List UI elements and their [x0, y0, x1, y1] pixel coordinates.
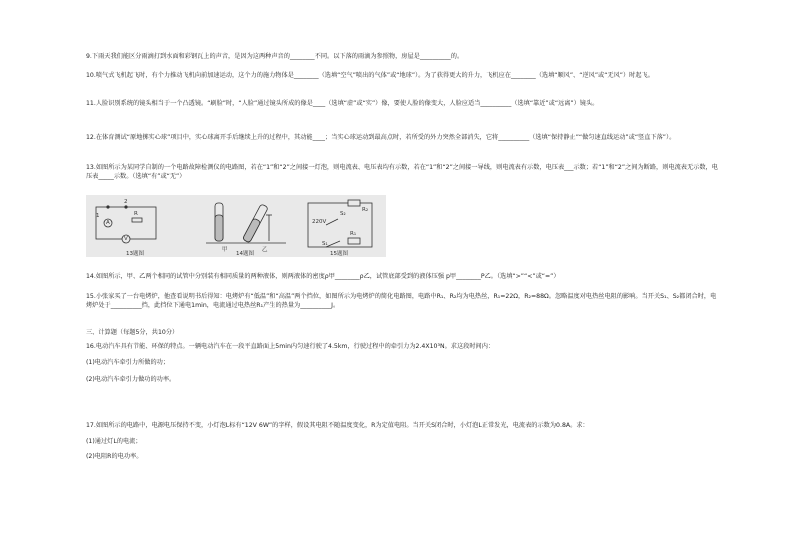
- question-15: 15.小张家买了一台电烤炉，他查看说明书后得知：电烤炉有“低温”和“高温”两个挡位，如图所示为电烤炉的简化电路图，电路中R₁、R₂均为电热丝，R₁=22Ω，R₂=88Ω。忽略温度对电热丝电阻的影响。当开关S₁、S₂都闭合时，电烤炉处于__________挡，此挡位下通电1min，电流通过电热丝R₁产生的热量为__________J。: [86, 293, 717, 309]
- figure-diagrams: [86, 195, 386, 257]
- figure-strip: [86, 195, 386, 257]
- question-16-part2: (2)电动汽车牵引力做功的功率。: [86, 376, 176, 383]
- fig13-label-v: V: [124, 236, 128, 242]
- question-9: 9.下雨天我们能区分雨滴打到水面和彩钢瓦上的声音，是因为这两种声音的________不同。以下落的雨滴为参照物，房屋是__________的。: [86, 53, 464, 60]
- question-11: 11.人脸识别系统的镜头相当于一个凸透镜。“刷脸”时，“人脸”通过镜头所成的像是____（选填“虚”或“实”）像，要使人脸的像变大，人脸应适当__________（选填“靠近”或“远离”）镜头。: [86, 100, 599, 107]
- question-14: 14.如图所示，甲、乙两个相同的试管中分别装有相同质量的两种液体，则两液体的密度ρ甲________ρ乙，试管底部受到的液体压强 p甲________P乙。（选填“>”“<”或“=”）: [86, 273, 560, 280]
- fig15-label-s2: S₂: [340, 211, 346, 217]
- fig15-label-r2: R₂: [362, 207, 369, 213]
- fig15-label-s1: S₁: [322, 241, 328, 247]
- fig15-label-220v: 220V: [312, 219, 327, 225]
- question-17-part2: (2)电阻R的电功率。: [86, 453, 143, 460]
- fig13-label-a: A: [106, 220, 110, 226]
- fig14-label-yi: 乙: [262, 247, 268, 253]
- fig15-label-r1: R₁: [350, 231, 357, 237]
- fig13-label-2: 2: [124, 199, 128, 205]
- fig14-caption: 14题图: [236, 251, 254, 257]
- question-10-line: 10.喷气式飞机起飞时，有个力推动飞机向前加速运动，这个力的施力物体是________（选填“空气”喷出的气体”或“地球”）。为了获得更大的升力，飞机应在________（选填“顺风”、“逆风”或“无风”）时起飞。: [86, 72, 654, 79]
- fig13-label-1: 1: [96, 213, 100, 219]
- section-3-heading: 三、计算题（每题5分，共10分）: [86, 329, 179, 336]
- fig13-caption: 13题图: [126, 251, 144, 257]
- fig14-tubes: [206, 203, 286, 243]
- question-17-part1: (1)通过灯L的电流；: [86, 438, 142, 445]
- question-16-part1: (1)电动汽车牵引力所做的功；: [86, 359, 170, 366]
- question-12: 12.在体育测试“原地掷实心球”项目中，实心球离开手后继续上升的过程中，其动能____；当实心球运动到最高点时，若所受的外力突然全部消失，它将__________（选填“保持静止”“做匀速直线运动”或“竖直下落”）。: [86, 134, 676, 141]
- question-17-stem: 17.如图所示的电路中，电源电压保持不变，小灯泡L标有“12V 6W”的字样，假设其电阻不随温度变化，R为定值电阻。当开关S闭合时，小灯泡L正常发光，电流表的示数为0.8A。求：: [86, 422, 589, 429]
- question-16-stem: 16.电动汽车具有节能、环保的特点。一辆电动汽车在一段平直路面上5min内匀速行驶了4.5km，行驶过程中的牵引力为2.4X10³N。求这段时间内：: [86, 343, 495, 350]
- fig15-caption: 15题图: [330, 251, 348, 257]
- fig14-label-jia: 甲: [222, 247, 228, 253]
- fig13-label-r: R: [134, 211, 138, 217]
- question-13: 13.如图所示为某同学自制的一个电路故障检测仪的电路图，若在“1”和“2”之间接一灯泡，则电流表、电压表均有示数，若在“1”和“2”之间接一导线，则电流表有示数，电压表___示数；若“1”和“2”之间为断路，则电流表无示数，电压表_____示数。（选填“有”或“无”）: [86, 164, 718, 180]
